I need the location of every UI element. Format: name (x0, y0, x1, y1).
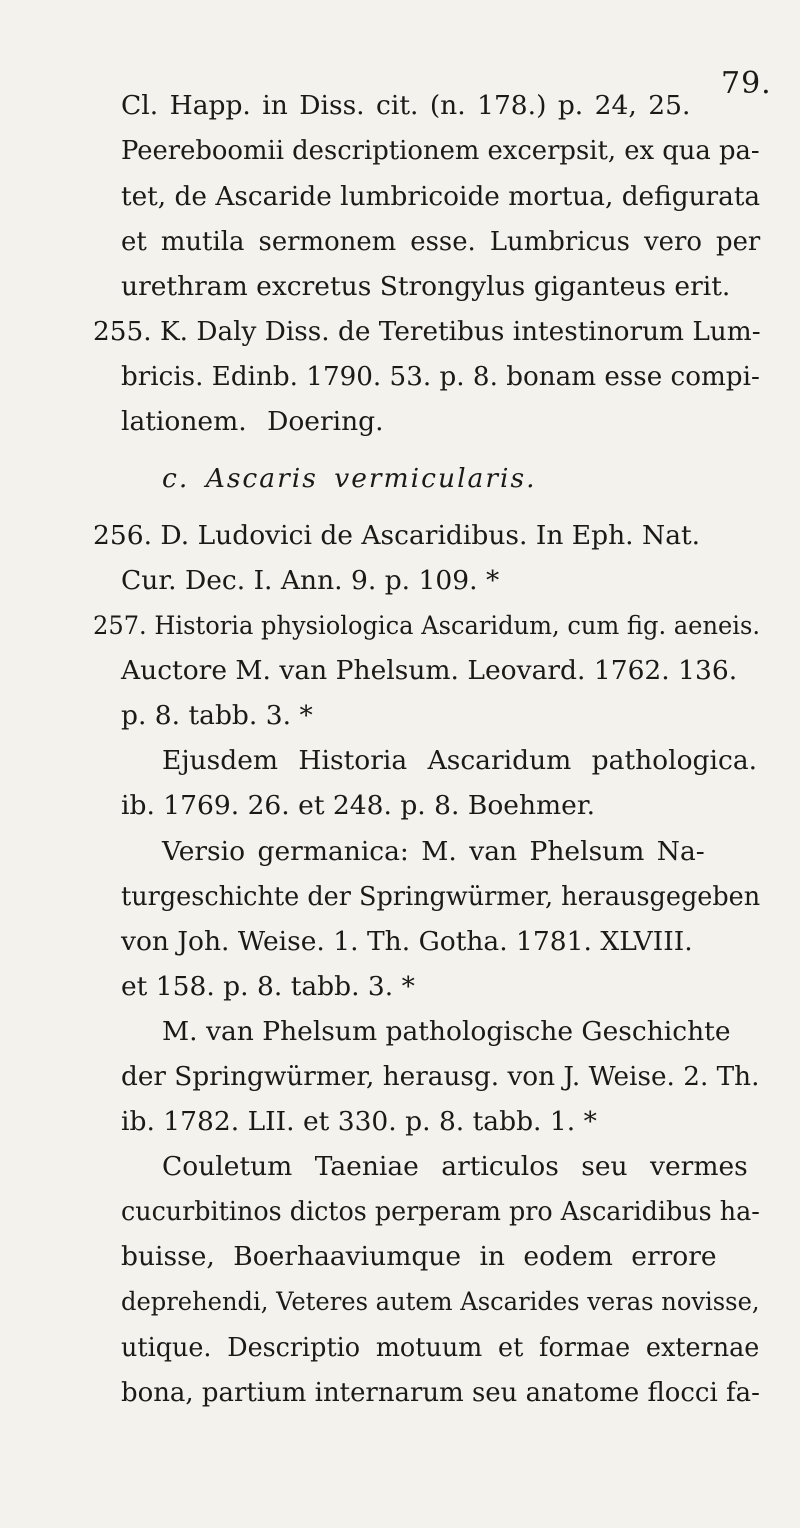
text-line: Ejusdem Historia Ascaridum pathologica. (162, 745, 758, 776)
text-line: utique. Descriptio motuum et formae externae (121, 1332, 760, 1363)
text-line: Couletum Taeniae articulos seu vermes (162, 1151, 748, 1182)
text-line: Cur. Dec. I. Ann. 9. p. 109. * (121, 565, 500, 596)
text-line: der Springwürmer, herausg. von J. Weise. 2. Th. (121, 1061, 760, 1092)
text-line: cucurbitinos dictos perperam pro Ascaridibus ha- (121, 1196, 760, 1227)
text-line: ib. 1769. 26. et 248. p. 8. Boehmer. (121, 790, 596, 821)
text-line: 257. Historia physiologica Ascaridum, cum fig. aeneis. (93, 611, 761, 641)
text-line: bricis. Edinb. 1790. 53. p. 8. bonam esse compi- (121, 361, 760, 392)
text-line: et mutila sermonem esse. Lumbricus vero per (121, 226, 761, 257)
text-line: ib. 1782. LII. et 330. p. 8. tabb. 1. * (121, 1106, 597, 1137)
text-line: Peereboomii descriptionem excerpsit, ex qua pa- (121, 135, 760, 166)
text-line: buisse, Boerhaaviumque in eodem errore (121, 1241, 717, 1272)
text-line: urethram excretus Strongylus giganteus erit. (121, 271, 731, 302)
text-line: bona, partium internarum seu anatome flocci fa- (121, 1377, 760, 1408)
text-line: tet, de Ascaride lumbricoide mortua, defigurata (121, 181, 761, 212)
page-number: 79. (721, 66, 772, 101)
text-line: et 158. p. 8. tabb. 3. * (121, 971, 415, 1002)
text-line: Cl. Happ. in Diss. cit. (n. 178.) p. 24, 25. (121, 90, 691, 121)
text-line: p. 8. tabb. 3. * (121, 700, 313, 731)
text-line: deprehendi, Veteres autem Ascarides veras novisse, (121, 1287, 760, 1317)
text-line: M. van Phelsum pathologische Geschichte (162, 1016, 731, 1047)
text-line: turgeschichte der Springwürmer, herausgegeben (121, 881, 761, 912)
text-line: 255. K. Daly Diss. de Teretibus intestinorum Lum- (93, 316, 761, 347)
text-line: von Joh. Weise. 1. Th. Gotha. 1781. XLVIII. (121, 926, 693, 957)
text-line: lationem. Doering. (121, 406, 384, 437)
text-line: Auctore M. van Phelsum. Leovard. 1762. 136. (121, 655, 738, 686)
text-line: Versio germanica: M. van Phelsum Na- (162, 836, 705, 867)
section-heading: c. Ascaris vermicularis. (162, 463, 537, 494)
text-line: 256. D. Ludovici de Ascaridibus. In Eph. Nat. (93, 520, 701, 551)
